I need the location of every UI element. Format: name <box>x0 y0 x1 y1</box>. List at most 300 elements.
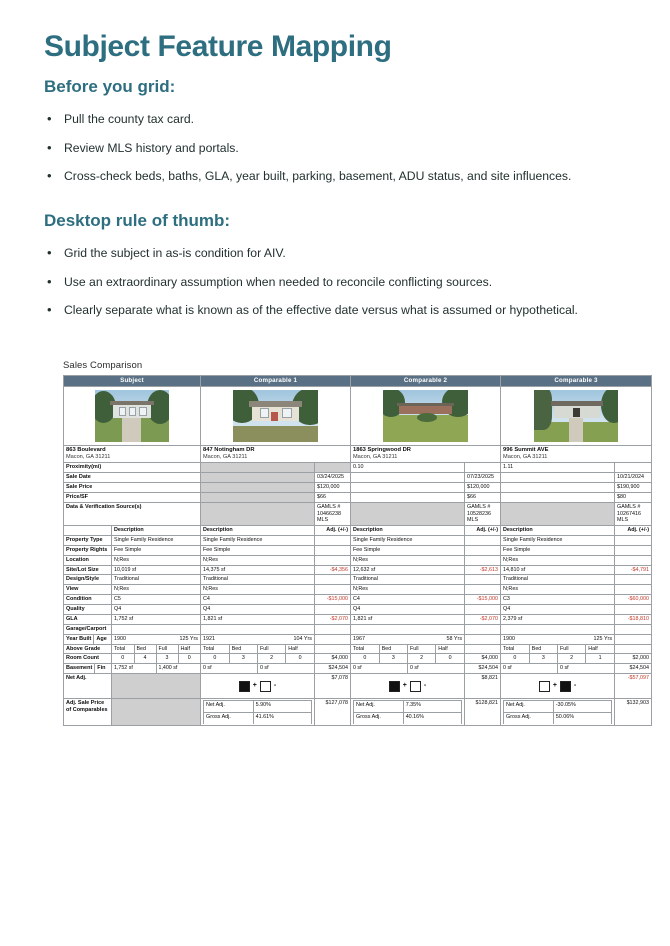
cell-comp2-yearage-adj <box>465 634 501 644</box>
cell-comp1: N;Res <box>201 585 315 595</box>
col-total: Total <box>112 645 134 654</box>
cell-comp2-adj <box>465 605 501 615</box>
col-total: Total <box>351 645 379 654</box>
above-grade-row <box>64 644 652 654</box>
room-total: 0 <box>351 654 379 663</box>
cell-comp1-adj <box>315 605 351 615</box>
row-label: Location <box>64 555 112 565</box>
cell-comp3: $80 <box>615 493 652 503</box>
row-label: Quality <box>64 605 112 615</box>
basement-comp3 <box>501 664 615 674</box>
basement-comp3-adj: $24,504 <box>615 664 652 674</box>
room-count-comp2 <box>351 654 465 664</box>
column-header-comp2: Comparable 2 <box>351 376 501 387</box>
room-count-comp3-adj: $2,000 <box>615 654 652 664</box>
cell-comp1-adj <box>351 483 465 493</box>
row-label: Site/Lot Size <box>64 565 112 575</box>
gross-adj-pct-comp3: 50.06% <box>553 713 611 725</box>
cell-comp3: C3 <box>501 595 615 605</box>
cell-comp3: N;Res <box>501 585 615 595</box>
cell-comp1-adj: -$15,000 <box>315 595 351 605</box>
cell-comp1-adj <box>315 535 351 545</box>
copy-block <box>0 0 670 319</box>
row-label: Garage/Carport <box>64 624 112 634</box>
cell-comp2: 1.11 <box>501 463 615 473</box>
year-built-row <box>64 634 652 644</box>
row-label: Property Rights <box>64 545 112 555</box>
cell-subject: C5 <box>112 595 201 605</box>
cell-comp2: $66 <box>465 493 501 503</box>
basement-area: 0 sf <box>201 664 258 673</box>
col-full: Full <box>156 645 178 654</box>
table-row <box>64 473 652 483</box>
basement-area: 0 sf <box>351 664 408 673</box>
column-header-subject: Subject <box>64 376 201 387</box>
net-adj-comp1-boxes <box>201 674 315 699</box>
room-half: 0 <box>187 655 191 662</box>
adj-header-comp2: Adj. (+/-) <box>465 526 501 536</box>
cell-comp2: Traditional <box>351 575 465 585</box>
minus-sign: - <box>573 681 577 689</box>
col-full: Full <box>408 645 436 654</box>
room-full: 3 <box>156 654 178 663</box>
photo-subject <box>64 386 201 445</box>
adj-sale-price-comp3-pcts <box>501 699 615 726</box>
cell-comp1: 0.10 <box>351 463 465 473</box>
row-label: Data & Verification Source(s) <box>64 502 201 525</box>
cell-comp3-adj <box>615 555 652 565</box>
cell-comp1: N;Res <box>201 555 315 565</box>
room-count-comp1 <box>201 654 315 664</box>
cell-comp2-adj <box>465 555 501 565</box>
basement-area: 0 sf <box>501 664 558 673</box>
cell-comp3-adj <box>615 624 652 634</box>
comp2-year: 1967 <box>353 635 366 642</box>
net-adj-comp1-total: $7,078 <box>315 674 351 699</box>
room-total: 0 <box>501 654 529 663</box>
comp3-age: 125 Yrs <box>593 635 613 642</box>
adj-sale-price-comp1-total: $127,078 <box>315 699 351 726</box>
basement-label: Basement <box>66 665 93 672</box>
description-header-row <box>64 526 652 536</box>
above-grade-comp1-adj <box>315 644 351 654</box>
room-half: 0 <box>448 655 452 662</box>
cell-comp1-adj <box>315 545 351 555</box>
room-bed: 3 <box>529 654 557 663</box>
adj-sale-price-comp2-total: $128,821 <box>465 699 501 726</box>
cell-comp3: N;Res <box>501 555 615 565</box>
table-header-row <box>64 376 652 387</box>
adj-sale-price-comp1-pcts <box>201 699 315 726</box>
cell-comp1 <box>201 624 315 634</box>
table-row <box>64 502 652 525</box>
cell-comp1: $66 <box>315 493 351 503</box>
cell-comp3: Q4 <box>501 605 615 615</box>
address-comp2 <box>351 445 501 463</box>
cell-comp2-adj <box>465 575 501 585</box>
col-full: Full <box>558 645 586 654</box>
cell-comp1: $120,000 <box>315 483 351 493</box>
desc-header-comp1: Description <box>201 526 315 536</box>
cell-comp2-adj: -$15,000 <box>465 595 501 605</box>
cell-comp3-adj <box>615 585 652 595</box>
cell-comp1: Q4 <box>201 605 315 615</box>
table-row <box>64 463 652 473</box>
basement-label-cell <box>64 664 112 674</box>
cell-subject <box>201 483 315 493</box>
cell-comp3-adj <box>615 535 652 545</box>
minus-sign: - <box>423 681 427 689</box>
cell-comp2: $120,000 <box>465 483 501 493</box>
cell-comp1-adj: -$2,070 <box>315 614 351 624</box>
basement-comp2-adj: $24,504 <box>465 664 501 674</box>
room-bed: 3 <box>379 654 407 663</box>
room-half: 0 <box>298 655 302 662</box>
basement-subject <box>112 664 201 674</box>
above-grade-comp1-headers <box>201 644 315 654</box>
address-street: 863 Boulevard <box>66 446 106 453</box>
room-count-subject <box>112 654 201 664</box>
room-bed: 4 <box>134 654 156 663</box>
cell-subject: N;Res <box>112 555 201 565</box>
table-row <box>64 614 652 624</box>
row-label: View <box>64 585 112 595</box>
plus-checkbox-comp2[interactable] <box>389 681 400 692</box>
above-grade-comp2-headers <box>351 644 465 654</box>
property-photo-icon <box>95 390 169 442</box>
net-adj-label: Net Adj. <box>64 674 112 699</box>
cell-comp1: GAMLS # 10466238 MLS <box>315 502 351 525</box>
col-bed: Bed <box>229 645 257 654</box>
basement-row <box>64 664 652 674</box>
cell-comp1-adj <box>315 575 351 585</box>
row-label: GLA <box>64 614 112 624</box>
table-row <box>64 575 652 585</box>
basement-fin: 0 sf <box>260 665 269 672</box>
row-label: Sale Date <box>64 473 201 483</box>
table-row <box>64 493 652 503</box>
cell-comp2-adj <box>501 502 615 525</box>
column-header-comp1: Comparable 1 <box>201 376 351 387</box>
cell-comp2-yearage <box>351 634 465 644</box>
photo-comp1 <box>201 386 351 445</box>
cell-comp3: 14,810 sf <box>501 565 615 575</box>
sales-comparison-grid <box>63 360 650 726</box>
subject-year: 1900 <box>114 635 126 642</box>
comp3-year: 1900 <box>503 635 516 642</box>
address-citystate: Macon, GA 31211 <box>503 454 548 461</box>
list-item: • Review MLS history and portals. <box>44 140 628 156</box>
photo-row <box>64 386 652 445</box>
cell-comp1-yearage-adj <box>315 634 351 644</box>
column-header-comp3: Comparable 3 <box>501 376 652 387</box>
cell-comp1: 03/24/2025 <box>315 473 351 483</box>
desc-header-subject: Description <box>112 526 201 536</box>
property-photo-icon <box>534 390 619 442</box>
col-half: Half <box>438 645 448 652</box>
net-adj-pct-comp1: 5.90% <box>253 701 311 713</box>
cell-comp3-yearage-adj <box>615 634 652 644</box>
minus-checkbox-comp2[interactable] <box>410 681 421 692</box>
photo-comp3 <box>501 386 652 445</box>
gross-adj-pct-comp2: 40.16% <box>403 713 461 725</box>
list-item: • Grid the subject in as-is condition for AIV. <box>44 245 628 261</box>
cell-comp3: GAMLS # 10267416 MLS <box>615 502 652 525</box>
net-adj-comp2-total: $8,821 <box>465 674 501 699</box>
subject-age: 125 Yrs <box>179 635 198 642</box>
cell-subject <box>201 463 315 473</box>
cell-comp3-adj <box>615 575 652 585</box>
address-street: 1863 Springwood DR <box>353 446 411 453</box>
cell-subject: N;Res <box>112 585 201 595</box>
minus-sign: - <box>273 681 277 689</box>
net-adj-comp3-total: -$57,097 <box>615 674 652 699</box>
plus-sign: + <box>402 681 407 689</box>
col-half: Half <box>588 645 598 652</box>
cell-comp2: Single Family Residence <box>351 535 465 545</box>
row-label: Sale Price <box>64 483 201 493</box>
basement-fin: 0 sf <box>560 665 569 672</box>
cell-comp2-adj <box>465 624 501 634</box>
comparison-table <box>63 375 652 726</box>
row-label: Condition <box>64 595 112 605</box>
row-label: Design/Style <box>64 575 112 585</box>
cell-comp1-yearage <box>201 634 315 644</box>
adj-sale-price-subject <box>112 699 201 726</box>
room-count-label: Room Count <box>64 654 112 664</box>
room-full: 2 <box>258 654 286 663</box>
list-item: • Clearly separate what is known as of the effective date versus what is assumed or hypothetical. <box>44 302 628 318</box>
address-citystate: Macon, GA 31211 <box>66 454 111 461</box>
row-label: Proximity(mi) <box>64 463 201 473</box>
cell-comp1-adj <box>351 473 465 483</box>
cell-comp2: C4 <box>351 595 465 605</box>
property-photo-icon <box>383 390 467 442</box>
cell-comp3 <box>501 624 615 634</box>
cell-comp1-adj: -$4,356 <box>315 565 351 575</box>
cell-comp2-adj <box>465 535 501 545</box>
table-row <box>64 565 652 575</box>
cell-comp2: Fee Simple <box>351 545 465 555</box>
list-item: • Pull the county tax card. <box>44 111 628 127</box>
table-row <box>64 595 652 605</box>
cell-comp1: Traditional <box>201 575 315 585</box>
cell-comp1: C4 <box>201 595 315 605</box>
adj-header-comp3: Adj. (+/-) <box>615 526 652 536</box>
cell-comp1: Single Family Residence <box>201 535 315 545</box>
bullet-list-1 <box>44 111 628 184</box>
gross-adj-pct-label: Gross Adj. <box>504 713 554 725</box>
plus-checkbox-comp1[interactable] <box>239 681 250 692</box>
net-adj-row <box>64 674 652 699</box>
table-row <box>64 555 652 565</box>
list-item: • Cross-check beds, baths, GLA, year built, parking, basement, ADU status, and site influences. <box>44 168 628 184</box>
cell-comp2-adj: -$2,070 <box>465 614 501 624</box>
gross-adj-pct-label: Gross Adj. <box>204 713 254 725</box>
comp1-age: 104 Yrs <box>293 635 312 642</box>
room-count-comp3 <box>501 654 615 664</box>
cell-subject: Single Family Residence <box>112 535 201 545</box>
cell-subject <box>112 624 201 634</box>
cell-comp1-adj <box>315 624 351 634</box>
cell-comp2-adj <box>615 463 652 473</box>
address-citystate: Macon, GA 31211 <box>353 454 398 461</box>
cell-comp1: 14,375 sf <box>201 565 315 575</box>
room-total: 0 <box>201 654 229 663</box>
basement-fin: 1,400 sf <box>158 665 178 672</box>
room-half: 1 <box>598 655 602 662</box>
cell-comp2 <box>351 624 465 634</box>
plus-checkbox-comp3[interactable] <box>539 681 550 692</box>
address-street: 996 Summit AVE <box>503 446 549 453</box>
above-grade-label: Above Grade <box>64 644 112 654</box>
cell-subject-adj <box>315 463 351 473</box>
basement-comp1 <box>201 664 315 674</box>
col-half: Half <box>180 645 190 652</box>
property-photo-icon <box>233 390 317 442</box>
bullet-list-2 <box>44 245 628 318</box>
col-half: Half <box>288 645 298 652</box>
cell-comp3-adj <box>615 605 652 615</box>
row-label: Property Type <box>64 535 112 545</box>
cell-subject <box>201 473 315 483</box>
col-total: Total <box>201 645 229 654</box>
desc-header-comp3: Description <box>501 526 615 536</box>
above-grade-comp3-headers <box>501 644 615 654</box>
cell-comp3: 2,379 sf <box>501 614 615 624</box>
cell-comp2: N;Res <box>351 585 465 595</box>
col-full: Full <box>258 645 286 654</box>
address-comp3 <box>501 445 652 463</box>
cell-comp1: Fee Simple <box>201 545 315 555</box>
photo-comp2 <box>351 386 501 445</box>
adj-sale-price-label: Adj. Sale Price of Comparables <box>64 699 112 726</box>
adj-sale-price-row <box>64 699 652 726</box>
cell-subject: 1,752 sf <box>112 614 201 624</box>
list-item: • Use an extraordinary assumption when needed to reconcile conflicting sources. <box>44 274 628 290</box>
basement-fin: 0 sf <box>410 665 419 672</box>
cell-comp3: Traditional <box>501 575 615 585</box>
year-built-label: Year Built <box>66 635 92 642</box>
comp2-age: 58 Yrs <box>446 635 463 642</box>
col-bed: Bed <box>379 645 407 654</box>
room-total: 0 <box>112 654 134 663</box>
section-heading-1: Before you grid: <box>44 77 176 96</box>
room-full: 2 <box>558 654 586 663</box>
cell-comp2: 12,632 sf <box>351 565 465 575</box>
cell-subject-yearage <box>112 634 201 644</box>
table-row <box>64 535 652 545</box>
table-row <box>64 483 652 493</box>
cell-comp3: Single Family Residence <box>501 535 615 545</box>
cell-comp2-adj <box>501 473 615 483</box>
plus-sign: + <box>552 681 557 689</box>
cell-comp1-adj <box>315 555 351 565</box>
cell-subject: Q4 <box>112 605 201 615</box>
adj-sale-price-comp2-pcts <box>351 699 465 726</box>
cell-comp3: $190,900 <box>615 483 652 493</box>
row-label-yearbuilt <box>64 634 112 644</box>
row-label: Price/SF <box>64 493 201 503</box>
net-adj-pct-comp3: -30.05% <box>553 701 611 713</box>
page-title: Subject Feature Mapping <box>44 30 392 63</box>
cell-comp1-adj <box>351 502 465 525</box>
cell-comp3: 10/21/2024 <box>615 473 652 483</box>
grid-caption: Sales Comparison <box>63 360 143 371</box>
cell-comp2-adj <box>465 585 501 595</box>
adj-header-comp1: Adj. (+/-) <box>315 526 351 536</box>
basement-area: 1,752 sf <box>112 664 156 673</box>
above-grade-comp2-adj <box>465 644 501 654</box>
basement-comp1-adj: $24,504 <box>315 664 351 674</box>
col-bed: Bed <box>529 645 557 654</box>
address-row <box>64 445 652 463</box>
cell-comp2: N;Res <box>351 555 465 565</box>
adj-sale-price-comp3-total: $132,903 <box>615 699 652 726</box>
cell-comp3-adj: -$4,791 <box>615 565 652 575</box>
cell-comp3: Fee Simple <box>501 545 615 555</box>
cell-comp3-adj: -$18,810 <box>615 614 652 624</box>
address-citystate: Macon, GA 31211 <box>203 454 248 461</box>
cell-subject <box>201 493 315 503</box>
cell-subject <box>201 502 315 525</box>
table-row <box>64 605 652 615</box>
minus-checkbox-comp1[interactable] <box>260 681 271 692</box>
cell-comp1-adj <box>465 463 501 473</box>
cell-comp2: 1,821 sf <box>351 614 465 624</box>
age-label: Age <box>94 635 111 644</box>
net-adj-comp2-boxes <box>351 674 465 699</box>
cell-comp1-adj <box>315 585 351 595</box>
address-comp1 <box>201 445 351 463</box>
cell-comp2: Q4 <box>351 605 465 615</box>
table-row <box>64 624 652 634</box>
room-count-row <box>64 654 652 664</box>
cell-comp2-adj <box>465 545 501 555</box>
room-count-comp1-adj: $4,000 <box>315 654 351 664</box>
minus-checkbox-comp3[interactable] <box>560 681 571 692</box>
table-row <box>64 545 652 555</box>
cell-comp2-adj <box>501 483 615 493</box>
cell-subject: Fee Simple <box>112 545 201 555</box>
room-count-comp2-adj: $4,000 <box>465 654 501 664</box>
desc-header-comp2: Description <box>351 526 465 536</box>
comp1-year: 1921 <box>203 635 215 642</box>
gross-adj-pct-label: Gross Adj. <box>354 713 404 725</box>
cell-comp3-adj: -$60,000 <box>615 595 652 605</box>
section-heading-2: Desktop rule of thumb: <box>44 210 231 230</box>
cell-comp1-adj <box>351 493 465 503</box>
table-row <box>64 585 652 595</box>
spacer-cell <box>64 526 112 536</box>
cell-comp2-adj <box>501 493 615 503</box>
address-street: 847 Notingham DR <box>203 446 255 453</box>
col-total: Total <box>501 645 529 654</box>
net-adj-pct-label: Net Adj. <box>354 701 404 713</box>
net-adj-comp3-boxes <box>501 674 615 699</box>
plus-sign: + <box>252 681 257 689</box>
net-adj-subject <box>112 674 201 699</box>
cell-comp3-yearage <box>501 634 615 644</box>
address-subject <box>64 445 201 463</box>
room-bed: 3 <box>229 654 257 663</box>
cell-subject: 10,019 sf <box>112 565 201 575</box>
cell-subject: Traditional <box>112 575 201 585</box>
cell-comp2: 07/23/2025 <box>465 473 501 483</box>
net-adj-pct-label: Net Adj. <box>204 701 254 713</box>
cell-comp3-adj <box>615 545 652 555</box>
room-full: 2 <box>408 654 436 663</box>
